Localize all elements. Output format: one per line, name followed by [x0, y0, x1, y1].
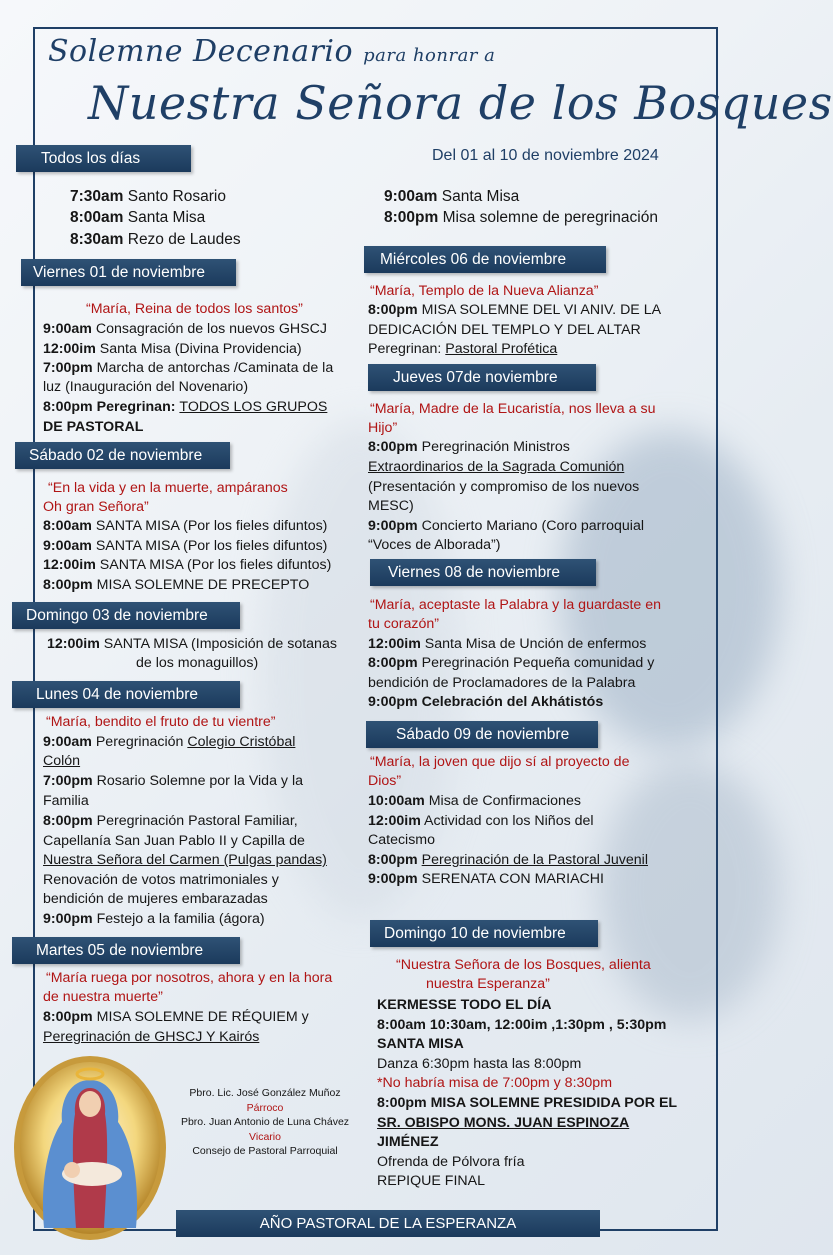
- schedule-line: MESC): [368, 498, 414, 514]
- quote: de nuestra muerte”: [43, 989, 163, 1005]
- schedule-line: “Voces de Alborada”): [368, 537, 501, 553]
- schedule-line: 8:00pm MISA SOLEMNE DE PRECEPTO: [43, 577, 310, 593]
- schedule-line: KERMESSE TODO EL DÍA: [377, 997, 552, 1013]
- quote: Dios”: [368, 773, 402, 789]
- schedule-line: 8:00pm Peregrinación de la Pastoral Juvenil: [368, 852, 648, 868]
- schedule-line: bendición de Proclamadores de la Palabra: [368, 675, 636, 691]
- schedule-line: 8:00pm Peregrinación Pastoral Familiar,: [43, 813, 298, 829]
- schedule-line: 9:00pm Festejo a la familia (ágora): [43, 911, 265, 927]
- signature-name: Pbro. Juan Antonio de Luna Chávez: [180, 1116, 350, 1128]
- quote: “María, Reina de todos los santos”: [86, 301, 303, 317]
- schedule-line: 8:00am Santa Misa: [70, 209, 206, 226]
- tab-jueves-07: Jueves 07de noviembre: [368, 364, 596, 391]
- schedule-line: Colón: [43, 753, 81, 769]
- quote: nuestra Esperanza”: [426, 976, 550, 992]
- schedule-line: Peregrinación de GHSCJ Y Kairós: [43, 1029, 260, 1045]
- schedule-line: 8:00am SANTA MISA (Por los fieles difuntos): [43, 518, 328, 534]
- schedule-line: Danza 6:30pm hasta las 8:00pm: [377, 1056, 582, 1072]
- tab-lunes-04: Lunes 04 de noviembre: [12, 681, 240, 708]
- schedule-line: Catecismo: [368, 832, 436, 848]
- schedule-line: JIMÉNEZ: [377, 1134, 439, 1150]
- schedule-line: 9:00pm SERENATA CON MARIACHI: [368, 871, 604, 887]
- tab-sabado-02: Sábado 02 de noviembre: [15, 442, 230, 469]
- schedule-line: 9:00am Peregrinación Colegio Cristóbal: [43, 734, 296, 750]
- schedule-line: 9:00pm Concierto Mariano (Coro parroquial: [368, 518, 645, 534]
- signature-org: Consejo de Pastoral Parroquial: [192, 1145, 338, 1157]
- quote: Hijo”: [368, 420, 398, 436]
- schedule-line: 7:30am Santo Rosario: [70, 188, 226, 205]
- tab-viernes-01: Viernes 01 de noviembre: [21, 259, 236, 286]
- schedule-line: Ofrenda de Pólvora fría: [377, 1154, 525, 1170]
- schedule-line: Familia: [43, 793, 89, 809]
- schedule-line: bendición de mujeres embarazadas: [43, 891, 268, 907]
- quote: “María, Madre de la Eucaristía, nos lleva a su: [370, 401, 656, 417]
- schedule-line: 7:00pm Marcha de antorchas /Caminata de la: [43, 360, 334, 376]
- title-part: Solemne Decenario: [48, 34, 354, 69]
- tab-viernes-08: Viernes 08 de noviembre: [370, 559, 596, 586]
- schedule-line: SANTA MISA: [377, 1036, 464, 1052]
- quote: “María, aceptaste la Palabra y la guardaste en: [370, 597, 662, 613]
- schedule-line: 9:00am SANTA MISA (Por los fieles difuntos): [43, 538, 328, 554]
- signature-role: Párroco: [246, 1101, 284, 1114]
- schedule-line: 8:00pm MISA SOLEMNE DEL VI ANIV. DE LA: [368, 302, 662, 318]
- schedule-line: de los monaguillos): [136, 655, 259, 671]
- schedule-line: 7:00pm Rosario Solemne por la Vida y la: [43, 773, 303, 789]
- schedule-line: 12:00im Actividad con los Niños del: [368, 813, 594, 829]
- tab-domingo-03: Domingo 03 de noviembre: [12, 602, 240, 629]
- quote: “Nuestra Señora de los Bosques, alienta: [396, 957, 651, 973]
- tab-miercoles-06: Miércoles 06 de noviembre: [364, 246, 606, 273]
- tab-todos-los-dias: Todos los días: [16, 145, 191, 172]
- quote: “En la vida y en la muerte, ampáranos: [48, 480, 288, 496]
- schedule-line: 12:00im Santa Misa de Unción de enfermos: [368, 636, 647, 652]
- quote: “María, Templo de la Nueva Alianza”: [370, 283, 599, 299]
- schedule-line: Capellanía San Juan Pablo II y Capilla de: [43, 833, 305, 849]
- schedule-line: (Presentación y compromiso de los nuevos: [368, 479, 640, 495]
- schedule-line: 9:00am Santa Misa: [384, 188, 520, 205]
- schedule-line: 12:00im SANTA MISA (Imposición de sotanas: [47, 636, 337, 652]
- tab-martes-05: Martes 05 de noviembre: [12, 937, 240, 964]
- quote: Oh gran Señora”: [43, 499, 149, 515]
- schedule-line: SR. OBISPO MONS. JUAN ESPINOZA: [377, 1115, 630, 1131]
- quote: “María ruega por nosotros, ahora y en la hora: [46, 970, 333, 986]
- schedule-line: 8:00pm MISA SOLEMNE PRESIDIDA POR EL: [377, 1095, 678, 1111]
- schedule-line: 8:00pm Peregrinación Ministros: [368, 439, 570, 455]
- schedule-line: 9:00pm Celebración del Akhátistós: [368, 694, 604, 710]
- signature-role: Vicario: [249, 1130, 281, 1143]
- quote: “María, bendito el fruto de tu vientre”: [46, 714, 276, 730]
- schedule-line: Renovación de votos matrimoniales y: [43, 872, 279, 888]
- schedule-line: 12:00im SANTA MISA (Por los fieles difuntos): [43, 557, 332, 573]
- schedule-line: luz (Inauguración del Novenario): [43, 379, 249, 395]
- signature-name: Pbro. Lic. José González Muñoz: [189, 1087, 341, 1099]
- schedule-line: 8:30am Rezo de Laudes: [70, 231, 241, 248]
- notice-line: *No habría misa de 7:00pm y 8:30pm: [377, 1075, 613, 1091]
- date-range: Del 01 al 10 de noviembre 2024: [432, 147, 659, 164]
- schedule-line: 10:00am Misa de Confirmaciones: [368, 793, 581, 809]
- virgin-mary-image: [10, 1052, 170, 1244]
- schedule-line: Nuestra Señora del Carmen (Pulgas pandas): [43, 852, 327, 868]
- title-line-1: [48, 34, 495, 69]
- tab-domingo-10: Domingo 10 de noviembre: [370, 920, 598, 947]
- schedule-line: 9:00am Consagración de los nuevos GHSCJ: [43, 321, 327, 337]
- quote: “María, la joven que dijo sí al proyecto de: [370, 754, 630, 770]
- quote: tu corazón”: [368, 616, 439, 632]
- tab-sabado-09: Sábado 09 de noviembre: [366, 721, 598, 748]
- schedule-line: 8:00am 10:30am, 12:00im ,1:30pm , 5:30pm: [377, 1017, 667, 1033]
- schedule-line: REPIQUE FINAL: [377, 1173, 486, 1189]
- schedule-line: 8:00pm MISA SOLEMNE DE RÉQUIEM y: [43, 1009, 309, 1025]
- schedule-line: Peregrinan: Pastoral Profética: [368, 341, 558, 357]
- schedule-line: Extraordinarios de la Sagrada Comunión: [368, 459, 625, 475]
- title-line-2: Nuestra Señora de los Bosques: [88, 76, 833, 130]
- schedule-line: 8:00pm Peregrinan: TODOS LOS GRUPOS: [43, 399, 328, 415]
- virgin-mary-illustration: [10, 1052, 170, 1244]
- title-part-small: para honrar a: [363, 45, 496, 66]
- schedule-line: 12:00im Santa Misa (Divina Providencia): [43, 341, 302, 357]
- footer-banner: AÑO PASTORAL DE LA ESPERANZA: [176, 1210, 600, 1237]
- schedule-line: DEDICACIÓN DEL TEMPLO Y DEL ALTAR: [368, 322, 641, 338]
- schedule-line: DE PASTORAL: [43, 419, 144, 435]
- signature-block: [172, 1086, 358, 1159]
- schedule-line: 8:00pm Peregrinación Pequeña comunidad y: [368, 655, 655, 671]
- schedule-line: 8:00pm Misa solemne de peregrinación: [384, 209, 658, 226]
